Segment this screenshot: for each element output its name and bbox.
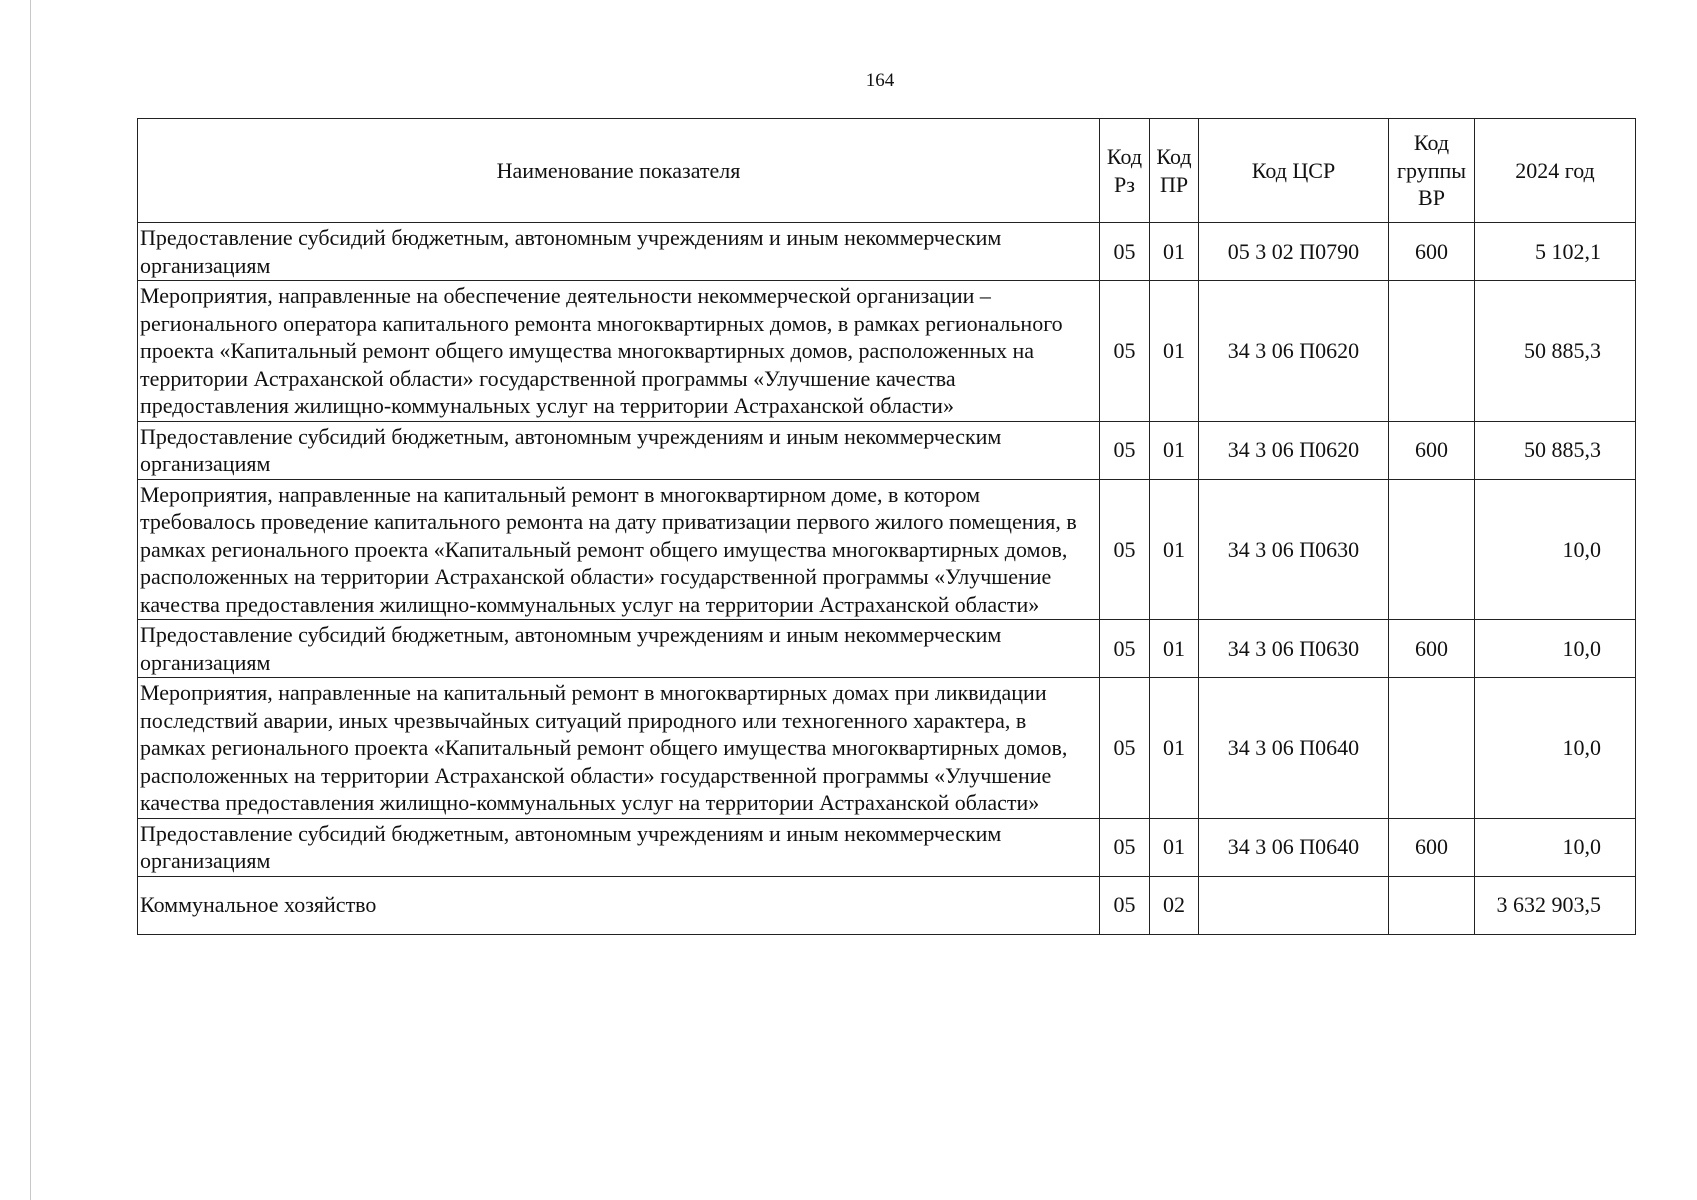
cell-amount: 10,0	[1475, 818, 1636, 876]
page-number: 164	[865, 70, 895, 91]
cell-csr: 34 3 06 П0630	[1199, 479, 1389, 620]
cell-name: Предоставление субсидий бюджетным, автономным учреждениям и иным некоммерческим организациям	[138, 223, 1100, 281]
cell-vr: 600	[1389, 620, 1475, 678]
cell-pr: 01	[1150, 479, 1199, 620]
cell-name: Предоставление субсидий бюджетным, автономным учреждениям и иным некоммерческим организациям	[138, 818, 1100, 876]
header-pr	[1150, 119, 1199, 223]
cell-rz: 05	[1100, 479, 1150, 620]
cell-rz: 05	[1100, 818, 1150, 876]
cell-rz: 05	[1100, 421, 1150, 479]
cell-rz: 05	[1100, 678, 1150, 819]
cell-pr: 02	[1150, 876, 1199, 934]
cell-name: Мероприятия, направленные на капитальный ремонт в многоквартирных домах при ликвидации последствий аварии, иных чрезвычайных ситуаций природного или техногенного характера, в рамках регионального проекта «Капитальный ремонт общего имущества многоквартирных домов, расположенных на территории Астраханской области» государственной программы «Улучшение качества предоставления жилищно-коммунальных услуг на территории Астраханской области»	[138, 678, 1100, 819]
cell-amount: 3 632 903,5	[1475, 876, 1636, 934]
header-vr-line3: ВР	[1418, 185, 1445, 211]
cell-rz: 05	[1100, 620, 1150, 678]
cell-vr: 600	[1389, 818, 1475, 876]
cell-rz: 05	[1100, 281, 1150, 422]
cell-csr: 34 3 06 П0630	[1199, 620, 1389, 678]
cell-pr: 01	[1150, 281, 1199, 422]
header-vr	[1389, 119, 1475, 223]
budget-table	[137, 118, 1636, 935]
cell-csr: 34 3 06 П0640	[1199, 678, 1389, 819]
cell-amount: 10,0	[1475, 678, 1636, 819]
table-row	[138, 223, 1636, 281]
cell-pr: 01	[1150, 421, 1199, 479]
cell-name: Предоставление субсидий бюджетным, автономным учреждениям и иным некоммерческим организациям	[138, 421, 1100, 479]
table-row	[138, 479, 1636, 620]
header-name: Наименование показателя	[138, 119, 1100, 223]
cell-vr	[1389, 876, 1475, 934]
table-row	[138, 876, 1636, 934]
cell-vr	[1389, 678, 1475, 819]
cell-csr	[1199, 876, 1389, 934]
cell-csr: 34 3 06 П0620	[1199, 281, 1389, 422]
cell-pr: 01	[1150, 678, 1199, 819]
header-pr-line1: Код	[1156, 144, 1192, 169]
cell-csr: 05 3 02 П0790	[1199, 223, 1389, 281]
header-csr: Код ЦСР	[1199, 119, 1389, 223]
table-row	[138, 818, 1636, 876]
table-header-row	[138, 119, 1636, 223]
cell-rz: 05	[1100, 223, 1150, 281]
cell-name: Коммунальное хозяйство	[138, 876, 1100, 934]
header-rz-line2: Рз	[1114, 171, 1135, 197]
cell-vr	[1389, 479, 1475, 620]
header-rz	[1100, 119, 1150, 223]
cell-vr	[1389, 281, 1475, 422]
cell-vr: 600	[1389, 421, 1475, 479]
header-pr-line2: ПР	[1159, 171, 1189, 197]
cell-pr: 01	[1150, 818, 1199, 876]
header-vr-line2: группы	[1396, 157, 1467, 183]
cell-name: Мероприятия, направленные на обеспечение деятельности некоммерческой организации – регионального оператора капитального ремонта многоквартирных домов, в рамках регионального проекта «Капитальный ремонт общего имущества многоквартирных домов, расположенных на территории Астраханской области» государственной программы «Улучшение качества предоставления жилищно-коммунальных услуг на территории Астраханской области»	[138, 281, 1100, 422]
cell-amount: 50 885,3	[1475, 421, 1636, 479]
cell-vr: 600	[1389, 223, 1475, 281]
cell-pr: 01	[1150, 620, 1199, 678]
cell-csr: 34 3 06 П0620	[1199, 421, 1389, 479]
cell-csr: 34 3 06 П0640	[1199, 818, 1389, 876]
cell-pr: 01	[1150, 223, 1199, 281]
cell-rz: 05	[1100, 876, 1150, 934]
cell-amount: 5 102,1	[1475, 223, 1636, 281]
cell-amount: 10,0	[1475, 620, 1636, 678]
header-year: 2024 год	[1475, 119, 1636, 223]
table-row	[138, 421, 1636, 479]
table-row	[138, 281, 1636, 422]
header-vr-line1: Код	[1413, 130, 1450, 156]
cell-amount: 10,0	[1475, 479, 1636, 620]
table-row	[138, 620, 1636, 678]
cell-name: Предоставление субсидий бюджетным, автономным учреждениям и иным некоммерческим организациям	[138, 620, 1100, 678]
cell-amount: 50 885,3	[1475, 281, 1636, 422]
cell-name: Мероприятия, направленные на капитальный ремонт в многоквартирном доме, в котором требовалось проведение капитального ремонта на дату приватизации первого жилого помещения, в рамках регионального проекта «Капитальный ремонт общего имущества многоквартирных домов, расположенных на территории Астраханской области» государственной программы «Улучшение качества предоставления жилищно-коммунальных услуг на территории Астраханской области»	[138, 479, 1100, 620]
table-row	[138, 678, 1636, 819]
left-margin-line	[30, 0, 31, 1200]
header-rz-line1: Код	[1106, 144, 1143, 169]
